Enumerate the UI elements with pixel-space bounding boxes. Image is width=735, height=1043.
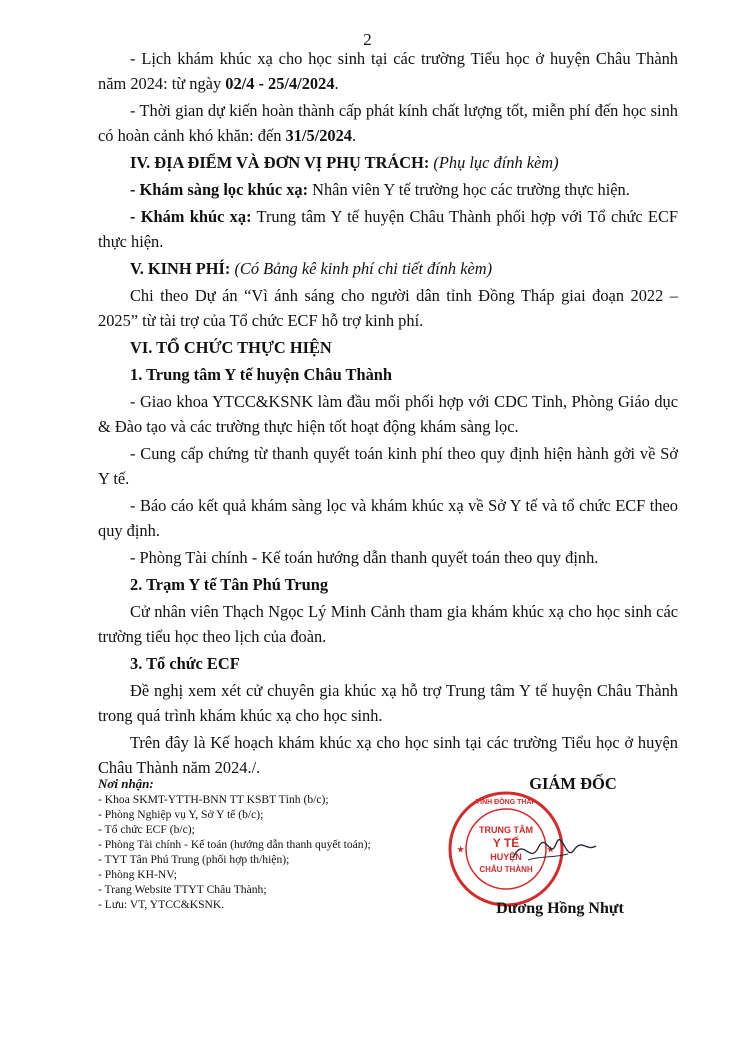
heading-text: IV. ĐỊA ĐIỂM VÀ ĐƠN VỊ PHỤ TRÁCH:	[130, 153, 434, 172]
item-label: - Khám khúc xạ:	[130, 207, 252, 226]
page-number: 2	[363, 30, 372, 49]
recipient-item: - Khoa SKMT-YTTH-BNN TT KSBT Tỉnh (b/c);	[98, 793, 329, 806]
section6-sub1: 1. Trung tâm Y tế huyện Châu Thành	[130, 365, 393, 384]
item-text: Nhân viên Y tế trường học các trường thực hiện.	[308, 180, 630, 199]
heading-note: (Phụ lục đính kèm)	[433, 153, 559, 172]
schedule-paragraph	[98, 46, 678, 96]
sub3-text: Đề nghị xem xét cử chuyên gia khúc xạ hỗ trợ Trung tâm Y tế huyện Châu Thành trong quá trình khám khúc xạ cho học sinh.	[98, 681, 678, 725]
para-text: - Thời gian dự kiến hoàn thành cấp phát kính chất lượng tốt, miễn phí đến học sinh có hoàn cảnh khó khăn: đến	[98, 101, 678, 145]
section5-text: Chi theo Dự án “Vì ánh sáng cho người dân tỉnh Đồng Tháp giai đoạn 2022 – 2025” từ tài trợ của Tổ chức ECF hỗ trợ kinh phí.	[98, 286, 678, 330]
recipient-item: - Phòng Nghiệp vụ Y, Sở Y tế (b/c);	[98, 808, 264, 821]
sub1-item: - Báo cáo kết quả khám sàng lọc và khám khúc xạ về Sở Y tế và tổ chức ECF theo quy định.	[98, 496, 678, 540]
handwritten-signature	[508, 830, 598, 870]
section6-heading: VI. TỔ CHỨC THỰC HIỆN	[130, 338, 332, 357]
deadline-paragraph	[98, 98, 678, 148]
svg-text:TỈNH ĐỒNG THÁP: TỈNH ĐỒNG THÁP	[475, 799, 537, 806]
heading-note: (Có Bảng kê kinh phí chi tiết đính kèm)	[234, 259, 493, 278]
section4-heading	[98, 150, 678, 175]
recipient-item: - Phòng Tài chính - Kế toán (hướng dẫn thanh quyết toán);	[98, 838, 371, 851]
item-text: Trung tâm Y tế huyện Châu Thành phối hợp với Tổ chức ECF thực hiện.	[98, 207, 678, 251]
document-body	[98, 46, 678, 782]
recipients-block	[98, 776, 458, 912]
para-text: - Lịch khám khúc xạ cho học sinh tại các trường Tiểu học ở huyện Châu Thành năm 2024: từ ngày	[98, 49, 678, 93]
recipient-item: - Tổ chức ECF (b/c);	[98, 823, 195, 836]
sub1-item: - Giao khoa YTCC&KSNK làm đầu mối phối hợp với CDC Tỉnh, Phòng Giáo dục & Đào tạo và các trường thực hiện tốt hoạt động khám sàng lọc.	[98, 392, 678, 436]
item-label: - Khám sàng lọc khúc xạ:	[130, 180, 309, 199]
svg-text:TRUNG TÂM: TRUNG TÂM	[479, 825, 533, 835]
section6-sub2: 2. Trạm Y tế Tân Phú Trung	[130, 575, 329, 594]
closing-text: Trên đây là Kế hoạch khám khúc xạ cho học sinh tại các trường Tiểu học ở huyện Châu Thành năm 2024./.	[98, 733, 678, 777]
svg-text:Y TẾ: Y TẾ	[492, 836, 520, 850]
svg-text:★: ★	[457, 845, 465, 854]
section4-item	[98, 204, 678, 254]
recipient-item: - TYT Tân Phú Trung (phối hợp th/hiện);	[98, 853, 290, 866]
para-tail: .	[352, 126, 357, 145]
sub1-item: - Phòng Tài chính - Kế toán hướng dẫn thanh quyết toán theo quy định.	[130, 548, 599, 567]
svg-text:HUYỆN: HUYỆN	[490, 852, 522, 862]
svg-text:CHÂU THÀNH: CHÂU THÀNH	[479, 865, 533, 874]
signer-title: GIÁM ĐỐC	[529, 774, 617, 793]
para-tail: .	[334, 74, 339, 93]
heading-text: V. KINH PHÍ:	[130, 259, 235, 278]
section6-sub3: 3. Tổ chức ECF	[130, 654, 240, 673]
recipient-item: - Trang Website TTYT Châu Thành;	[98, 883, 267, 896]
sub2-text: Cử nhân viên Thạch Ngọc Lý Minh Cảnh tham gia khám khúc xạ cho học sinh các trường tiểu học theo lịch của đoàn.	[98, 602, 678, 646]
para-date: 02/4 - 25/4/2024	[225, 74, 335, 93]
svg-text:★: ★	[547, 845, 555, 854]
section5-heading	[98, 256, 678, 281]
recipient-item: - Phòng KH-NV;	[98, 868, 178, 881]
recipients-title: Nơi nhận:	[98, 776, 154, 791]
section4-item	[98, 177, 678, 202]
para-date: 31/5/2024	[285, 126, 353, 145]
sub1-item: - Cung cấp chứng từ thanh quyết toán kinh phí theo quy định hiện hành gởi về Sở Y tế.	[98, 444, 678, 488]
signer-name: Dương Hồng Nhựt	[496, 900, 624, 917]
recipient-item: - Lưu: VT, YTCC&KSNK.	[98, 898, 225, 911]
